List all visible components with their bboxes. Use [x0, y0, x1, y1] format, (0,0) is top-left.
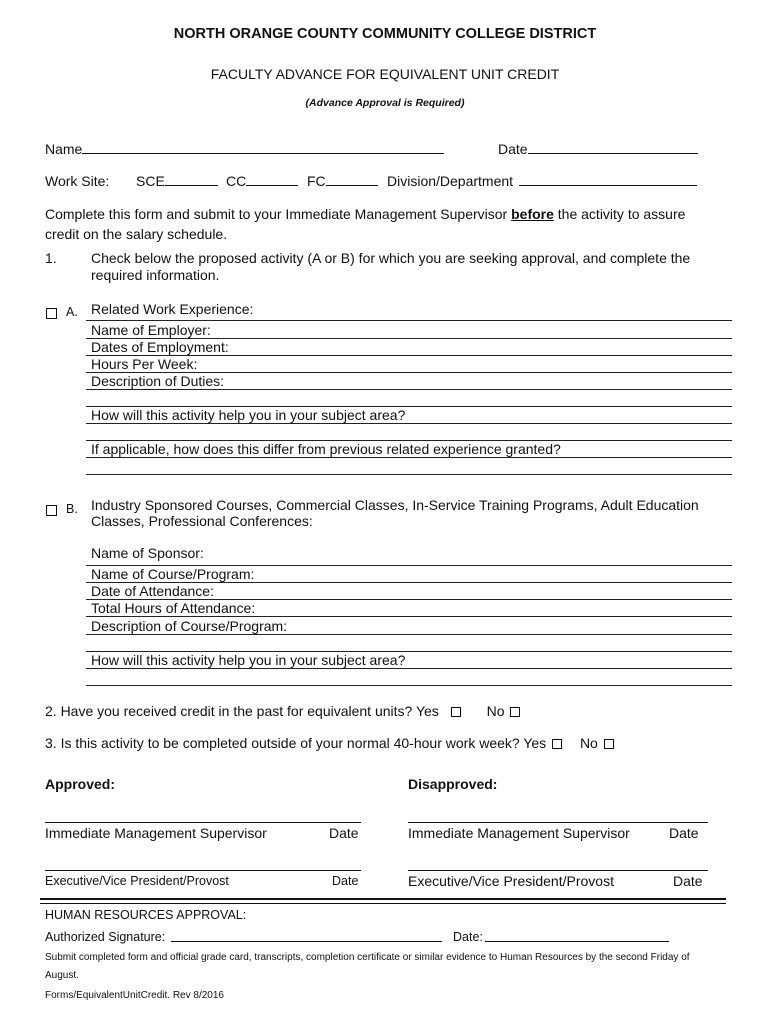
section-a-differ-line[interactable] [86, 457, 732, 458]
date-label: Date [498, 141, 528, 157]
total-hours-label: Total Hours of Attendance: [91, 600, 256, 616]
q3-yes-checkbox[interactable] [552, 739, 562, 749]
rule [86, 320, 732, 321]
hr-approval-title: HUMAN RESOURCES APPROVAL: [45, 908, 247, 922]
question-3 [45, 735, 616, 751]
date-field[interactable] [528, 141, 698, 154]
approved-supervisor-label: Immediate Management Supervisor [45, 825, 267, 841]
q2-no-checkbox[interactable] [510, 707, 520, 717]
section-a-differ-label: If applicable, how does this differ from previous related experience granted? [91, 441, 561, 457]
question-3-text: 3. Is this activity to be completed outside of your normal 40-hour work week? Yes [45, 735, 547, 751]
instructions-line2: credit on the salary schedule. [45, 226, 228, 242]
q3-no-checkbox[interactable] [604, 739, 614, 749]
course-description-label: Description of Course/Program: [91, 618, 288, 634]
authorized-signature-line[interactable] [171, 941, 442, 942]
fc-field[interactable] [326, 173, 378, 186]
hours-label: Hours Per Week: [91, 356, 198, 372]
section-b-title-line1: Industry Sponsored Courses, Commercial Classes, In-Service Training Programs, Adult Education [91, 497, 699, 513]
section-a-help-line[interactable] [86, 423, 732, 424]
section-b-title-line2: Classes, Professional Conferences: [91, 513, 313, 529]
section-b-help-line[interactable] [86, 668, 732, 669]
disapproved-label: Disapproved: [408, 776, 498, 792]
section-a-title: Related Work Experience: [91, 301, 254, 317]
hr-date-line[interactable] [485, 941, 669, 942]
step-number: 1. [45, 250, 57, 266]
sce-label: SCE [136, 173, 165, 189]
course-description-line[interactable] [86, 634, 732, 635]
checkbox-icon [46, 308, 57, 319]
name-label: Name [45, 141, 83, 157]
form-revision-footer: Forms/EquivalentUnitCredit. Rev 8/2016 [45, 990, 224, 1001]
disapproved-executive-date-label: Date [673, 873, 703, 889]
section-a-differ-line-2[interactable] [86, 474, 732, 475]
instructions-line1 [45, 206, 685, 222]
step-line1: Check below the proposed activity (A or B) for which you are seeking approval, and complete the [91, 250, 691, 266]
approved-executive-label: Executive/Vice President/Provost [45, 874, 229, 888]
cc-field[interactable] [246, 173, 298, 186]
name-row [45, 141, 444, 157]
division-label: Division/Department [387, 173, 514, 189]
approved-supervisor-signature-line[interactable] [45, 822, 361, 823]
approved-executive-date-label: Date [332, 874, 359, 888]
cc-row [226, 173, 298, 189]
hr-date-label: Date: [453, 930, 483, 944]
instructions-text: Complete this form and submit to your Immediate Management Supervisor [45, 206, 512, 222]
fc-label: FC [307, 173, 326, 189]
sce-row [136, 173, 218, 189]
sce-field[interactable] [165, 173, 218, 186]
section-b-help-label: How will this activity help you in your subject area? [91, 652, 406, 668]
date-row [498, 141, 698, 157]
authorized-signature-label: Authorized Signature: [45, 930, 166, 944]
hr-note-line1: Submit completed form and official grade card, transcripts, completion certificate or similar evidence to Human Resources by the second Friday of [45, 952, 690, 963]
approved-supervisor-date-label: Date [329, 825, 359, 841]
hr-section-divider [40, 898, 726, 904]
instructions-text-2: the activity to assure [553, 206, 686, 222]
sponsor-label: Name of Sponsor: [91, 545, 204, 561]
work-site-label: Work Site: [45, 173, 110, 189]
instructions-emphasis: before [511, 206, 554, 222]
division-field[interactable] [519, 173, 697, 186]
employment-dates-label: Dates of Employment: [91, 339, 229, 355]
section-a-help-label: How will this activity help you in your subject area? [91, 407, 406, 423]
section-b-checkbox[interactable] [46, 503, 57, 521]
hr-note-line2: August. [45, 970, 79, 981]
fc-row [307, 173, 378, 189]
question-2-text: 2. Have you received credit in the past for equivalent units? Yes [45, 703, 439, 719]
form-title: FACULTY ADVANCE FOR EQUIVALENT UNIT CREDIT [210, 66, 560, 82]
section-a-letter: A. [66, 305, 78, 319]
name-field[interactable] [82, 141, 444, 154]
disapproved-executive-label: Executive/Vice President/Provost [408, 873, 614, 889]
district-title: NORTH ORANGE COUNTY COMMUNITY COLLEGE DISTRICT [173, 26, 597, 42]
division-row [387, 173, 697, 189]
section-b-help-line-2[interactable] [86, 685, 732, 686]
cc-label: CC [226, 173, 247, 189]
disapproved-executive-signature-line[interactable] [408, 870, 708, 871]
step-line2: required information. [91, 267, 220, 283]
course-label: Name of Course/Program: [91, 566, 255, 582]
attendance-date-label: Date of Attendance: [91, 583, 214, 599]
question-2 [45, 703, 522, 719]
disapproved-supervisor-label: Immediate Management Supervisor [408, 825, 630, 841]
total-hours-line[interactable] [86, 616, 732, 617]
q3-no-label: No [579, 735, 598, 751]
section-a-checkbox[interactable] [46, 306, 57, 324]
employer-label: Name of Employer: [91, 322, 211, 338]
disapproved-supervisor-date-label: Date [669, 825, 699, 841]
approval-note: (Advance Approval is Required) [305, 97, 465, 109]
checkbox-icon [46, 505, 57, 516]
q2-yes-checkbox[interactable] [451, 707, 461, 717]
disapproved-supervisor-signature-line[interactable] [408, 822, 708, 823]
section-b-letter: B. [66, 502, 78, 516]
approved-executive-signature-line[interactable] [45, 870, 361, 871]
q2-no-label: No [486, 703, 505, 719]
duties-label: Description of Duties: [91, 373, 225, 389]
duties-line[interactable] [86, 389, 732, 390]
approved-label: Approved: [45, 776, 115, 792]
